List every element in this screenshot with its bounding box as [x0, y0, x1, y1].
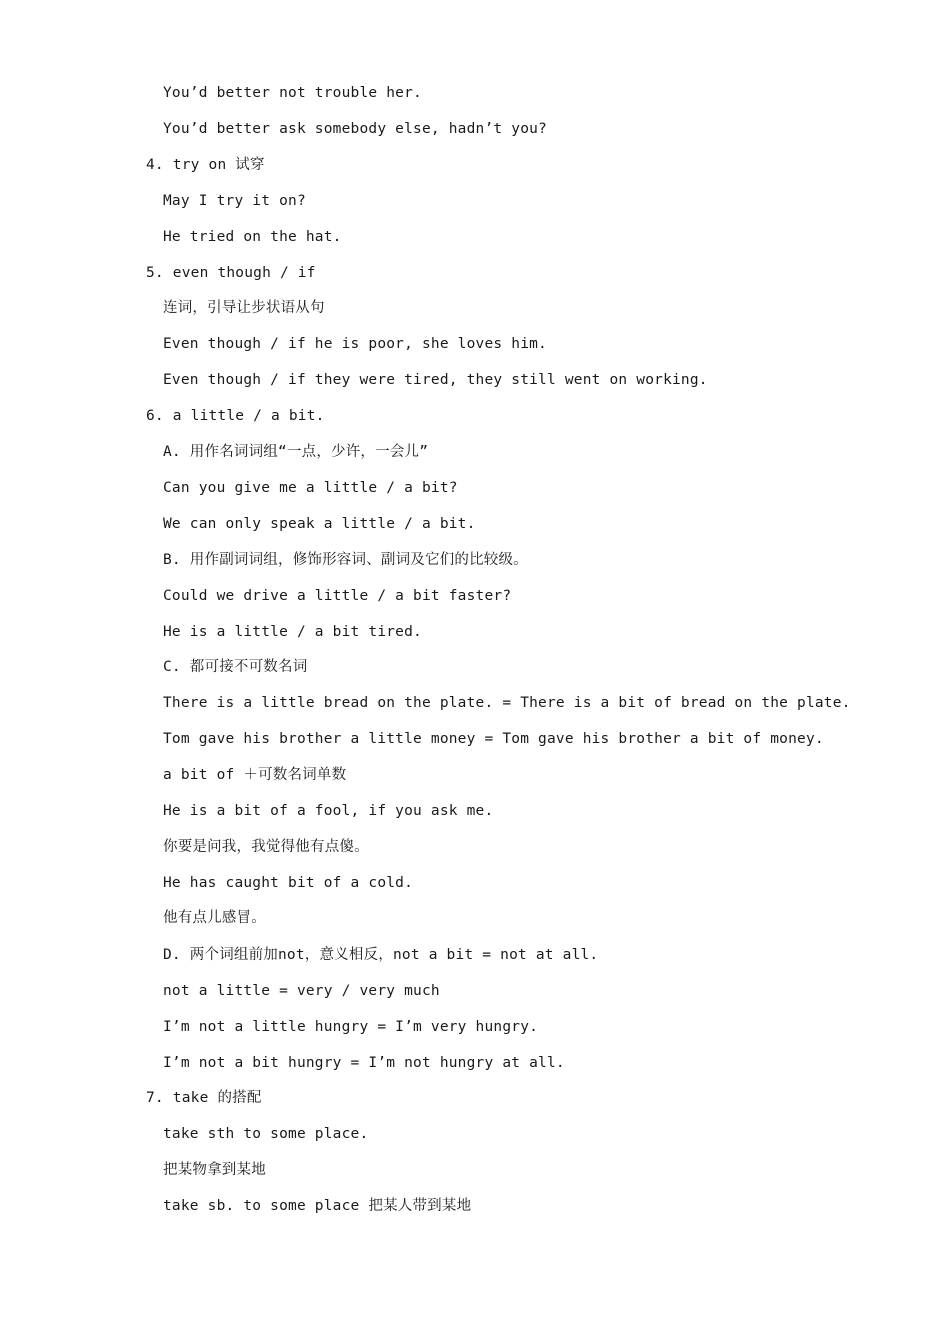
- example-sentence: There is a little bread on the plate. = There is a bit of bread on the plate.: [163, 695, 851, 711]
- explanation-text: 连词，引导让步状语从句: [163, 300, 325, 316]
- example-sentence: He tried on the hat.: [163, 229, 342, 245]
- example-sentence: He is a bit of a fool, if you ask me.: [163, 803, 494, 819]
- example-sentence: not a little = very / very much: [163, 983, 440, 999]
- translation-text: 你要是问我，我觉得他有点傻。: [163, 839, 369, 855]
- example-sentence: He has caught bit of a cold.: [163, 875, 414, 891]
- example-sentence: Could we drive a little / a bit faster?: [163, 588, 512, 604]
- example-sentence: May I try it on?: [163, 193, 306, 209]
- example-sentence: You’d better not trouble her.: [163, 85, 422, 101]
- example-sentence: Even though / if he is poor, she loves him.: [163, 336, 547, 352]
- section-heading-5: 5. even though / if: [146, 265, 316, 281]
- example-sentence: Tom gave his brother a little money = Tom gave his brother a bit of money.: [163, 731, 824, 747]
- example-sentence: He is a little / a bit tired.: [163, 624, 422, 640]
- section-heading-4: 4. try on 试穿: [146, 157, 265, 173]
- example-sentence: Even though / if they were tired, they still went on working.: [163, 372, 708, 388]
- explanation-text: a bit of ＋可数名词单数: [163, 767, 347, 783]
- section-heading-6: 6. a little / a bit.: [146, 408, 325, 424]
- example-sentence: I’m not a bit hungry = I’m not hungry at all.: [163, 1055, 565, 1071]
- example-sentence: I’m not a little hungry = I’m very hungry.: [163, 1019, 539, 1035]
- subsection-d: D. 两个词组前加not，意义相反，not a bit = not at all.: [163, 947, 599, 963]
- example-sentence: We can only speak a little / a bit.: [163, 516, 476, 532]
- example-sentence: Can you give me a little / a bit?: [163, 480, 458, 496]
- example-sentence: You’d better ask somebody else, hadn’t you?: [163, 121, 547, 137]
- subsection-b: B. 用作副词词组，修饰形容词、副词及它们的比较级。: [163, 552, 528, 568]
- example-sentence: take sb. to some place 把某人带到某地: [163, 1198, 472, 1214]
- translation-text: 把某物拿到某地: [163, 1162, 266, 1178]
- translation-text: 他有点儿感冒。: [163, 910, 266, 926]
- subsection-c: C. 都可接不可数名词: [163, 659, 308, 675]
- example-sentence: take sth to some place.: [163, 1126, 369, 1142]
- section-heading-7: 7. take 的搭配: [146, 1090, 262, 1106]
- subsection-a: A. 用作名词词组“一点，少许，一会儿”: [163, 444, 429, 460]
